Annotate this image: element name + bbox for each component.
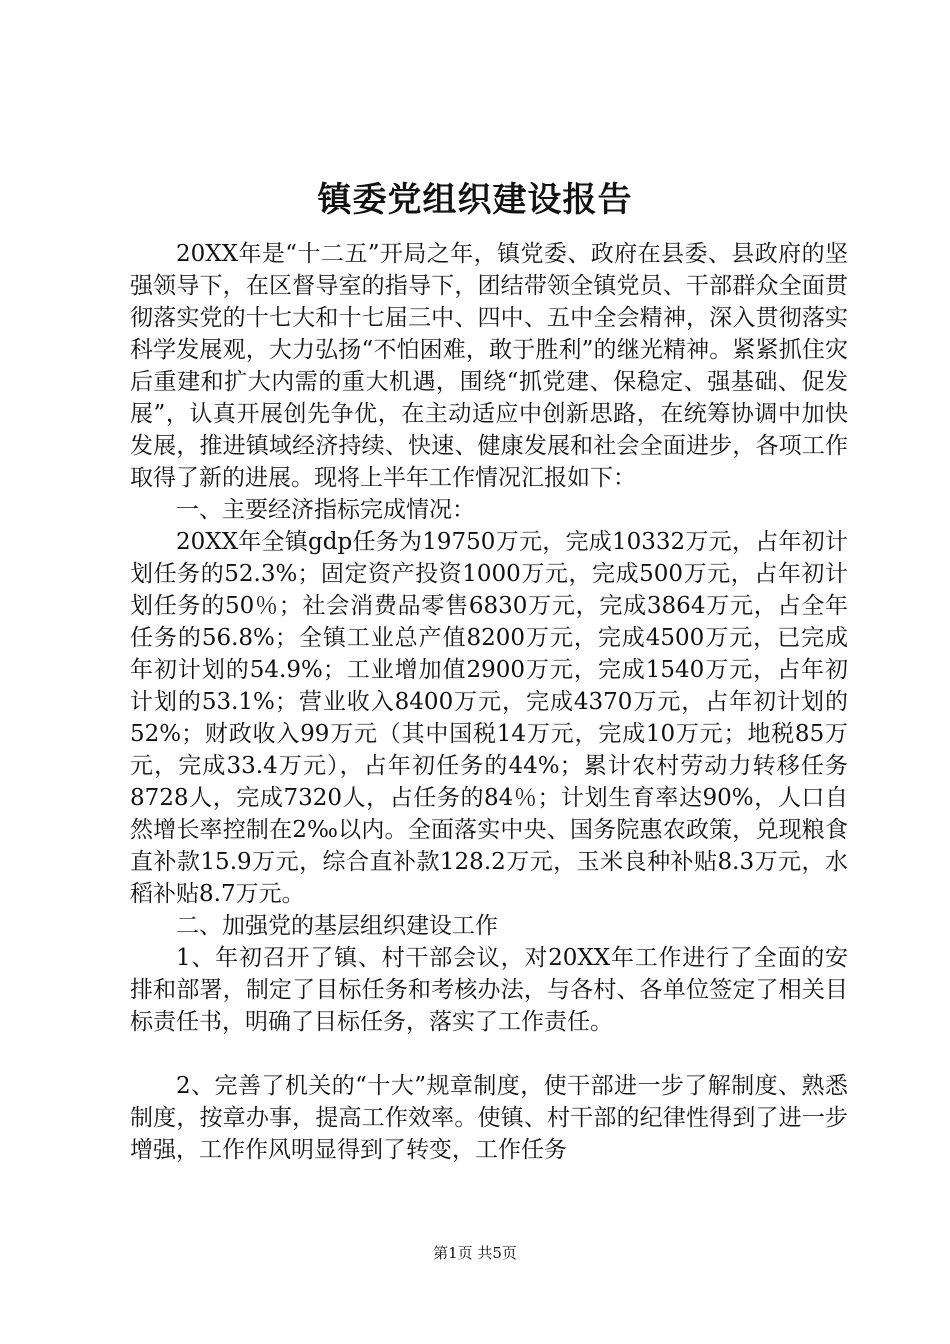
- page-footer: 第1页 共5页: [433, 1244, 517, 1262]
- paragraph-intro: 20XX年是“十二五”开局之年，镇党委、政府在县委、县政府的坚强领导下，在区督导室的指导下，团结带领全镇党员、干部群众全面贯彻落实党的十七大和十七届三中、四中、五中全会精神，深入贯彻落实科学发展观，大力弘扬“不怕困难，敢于胜利”的继光精神。紧紧抓住灾后重建和扩大内需的重大机遇，围绕“抓党建、保稳定、强基础、促发展”，认真开展创先争优，在主动适应中创新思路，在统筹协调中加快发展，推进镇域经济持续、快速、健康发展和社会全面进步，各项工作取得了新的进展。现将上半年工作情况汇报如下：: [130, 241, 848, 491]
- section-heading-economic-indicators: 一、主要经济指标完成情况：: [176, 497, 475, 523]
- section-heading-party-building: 二、加强党的基层组织建设工作: [176, 913, 498, 939]
- paragraph-item-1: 1、年初召开了镇、村干部会议，对20XX年工作进行了全面的安排和部署，制定了目标任务和考核办法，与各村、各单位签定了相关目标责任书，明确了目标任务，落实了工作责任。: [130, 945, 848, 1035]
- document-title: 镇委党组织建设报告: [317, 180, 633, 220]
- paragraph-item-2: 2、完善了机关的“十大”规章制度，使干部进一步了解制度、熟悉制度，按章办事，提高工作效率。使镇、村干部的纪律性得到了进一步增强，工作作风明显得到了转变，工作任务: [130, 1073, 848, 1163]
- document-body: [130, 238, 848, 1166]
- paragraph-economic-indicators: 20XX年全镇gdp任务为19750万元，完成10332万元，占年初计划任务的52.3%；固定资产投资1000万元，完成500万元，占年初计划任务的50％；社会消费品零售6830万元，完成3864万元，占全年任务的56.8%；全镇工业总产值8200万元，完成4500万元，已完成年初计划的54.9%；工业增加值2900万元，完成1540万元，占年初计划的53.1%；营业收入8400万元，完成4370万元，占年初计划的52%；财政收入99万元（其中国税14万元，完成10万元；地税85万元，完成33.4万元），占年初任务的44%；累计农村劳动力转移任务8728人，完成7320人，占任务的84％；计划生育率达90%，人口自然增长率控制在2‰以内。全面落实中央、国务院惠农政策，兑现粮食直补款15.9万元，综合直补款128.2万元，玉米良种补贴8.3万元，水稻补贴8.7万元。: [130, 529, 848, 907]
